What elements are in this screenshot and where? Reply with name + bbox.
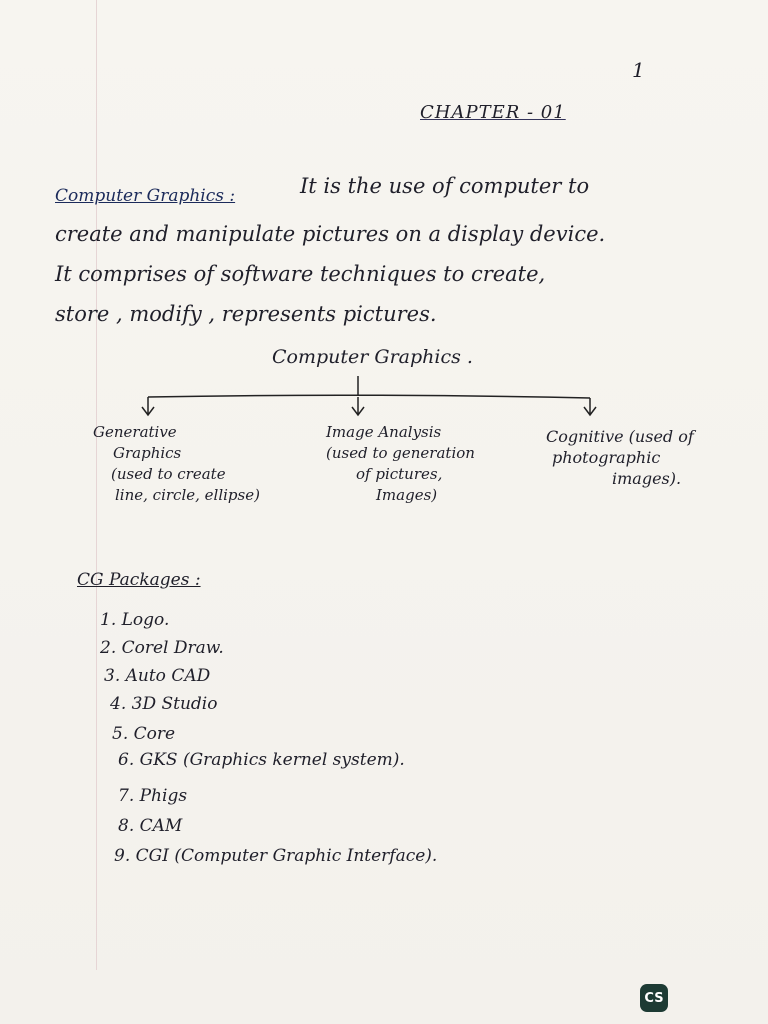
branch-image-analysis bbox=[326, 422, 475, 506]
packages-heading: CG Packages : bbox=[77, 570, 201, 590]
list-item: 4. 3D Studio bbox=[110, 694, 218, 714]
page-number: 1 bbox=[632, 58, 645, 82]
list-item: 3. Auto CAD bbox=[104, 666, 211, 686]
tree-arrow-left bbox=[142, 397, 154, 415]
tree-crossbar bbox=[148, 395, 590, 398]
branch-line: images). bbox=[612, 469, 682, 488]
tree-arrow-middle bbox=[352, 397, 364, 415]
definition-line-1: It is the use of computer to bbox=[300, 174, 590, 198]
list-item: 1. Logo. bbox=[100, 610, 170, 630]
branch-line: Graphics bbox=[113, 444, 182, 462]
branch-line: (used to create bbox=[111, 465, 226, 483]
list-item: 7. Phigs bbox=[118, 786, 188, 806]
branch-line: (used to generation bbox=[326, 444, 475, 462]
list-item: 9. CGI (Computer Graphic Interface). bbox=[114, 846, 438, 866]
tree-root: Computer Graphics . bbox=[272, 346, 473, 368]
branch-generative bbox=[93, 422, 260, 506]
chapter-title: CHAPTER - 01 bbox=[420, 102, 566, 123]
branch-line: Image Analysis bbox=[326, 423, 442, 441]
branch-cognitive bbox=[546, 426, 694, 489]
branch-line: Generative bbox=[93, 423, 177, 441]
camscanner-badge: CS bbox=[640, 984, 668, 1012]
branch-line: of pictures, bbox=[356, 465, 443, 483]
definition-line-2: create and manipulate pictures on a display device. bbox=[55, 222, 606, 246]
list-item: 5. Core bbox=[112, 724, 176, 744]
list-item: 6. GKS (Graphics kernel system). bbox=[118, 750, 405, 770]
branch-line: Images) bbox=[376, 486, 438, 504]
definition-line-4: store , modify , represents pictures. bbox=[55, 302, 437, 326]
list-item: 2. Corel Draw. bbox=[100, 638, 224, 658]
branch-line: line, circle, ellipse) bbox=[115, 486, 260, 504]
branch-line: Cognitive (used of bbox=[546, 427, 694, 446]
tree-arrow-right bbox=[584, 398, 596, 415]
definition-term: Computer Graphics : bbox=[55, 186, 236, 206]
branch-line: photographic bbox=[552, 448, 661, 467]
definition-line-3: It comprises of software techniques to create, bbox=[55, 262, 546, 286]
list-item: 8. CAM bbox=[118, 816, 183, 836]
